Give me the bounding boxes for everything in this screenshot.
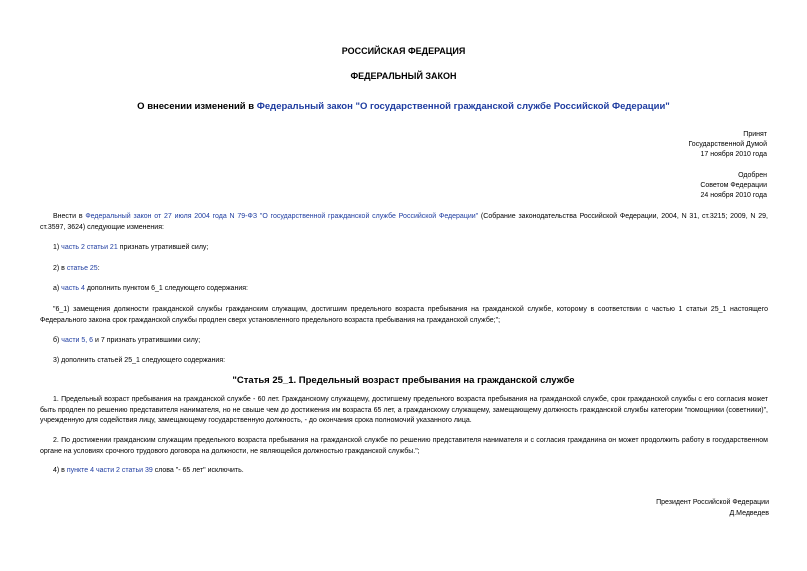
item-2-num: 2) в xyxy=(53,265,67,272)
item-2b-link[interactable]: части 5, 6 xyxy=(61,337,94,344)
signature-name: Д.Медведев xyxy=(729,509,769,517)
adopted-block xyxy=(688,130,767,160)
item-1 xyxy=(40,243,768,254)
quote-6-1: "6_1) замещения должности гражданской службы гражданским служащим, достигшим предельного возраста пребывания на гражданской службе, которому в соответствии с частью 1 статьи 25_1 настоящего Федерального закона срок гражданской службы продлен сверх установленного предельного возраста пребывания на гражданской службе;"; xyxy=(40,306,768,324)
item-1-rest: признать утратившей силу; xyxy=(117,244,209,251)
title-law-link[interactable]: Федеральный закон "О государственной гражданской службе Российской Федерации" xyxy=(256,101,670,112)
item-2a-lead: а) xyxy=(53,285,62,292)
article-title: "Статья 25_1. Предельный возраст пребывания на гражданской службе xyxy=(232,375,575,386)
title-prefix: О внесении изменений в xyxy=(137,101,257,112)
adopted-body: Государственной Думой xyxy=(688,141,767,148)
intro-law-link[interactable]: Федеральный закон от 27 июля 2004 года N 79-ФЗ "О государственной гражданской службе Российской Федерации" xyxy=(85,213,479,220)
item-2 xyxy=(40,264,768,275)
article-paragraph-1: 1. Предельный возраст пребывания на гражданской службе - 60 лет. Гражданскому служащему, достигшему предельного возраста пребывания на гражданской службе, срок гражданской службы с его согласия может быть продлен по решению представителя нанимателя, но не свыше чем до достижения им возраста 65 лет, а гражданскому служащему, замещающему должность гражданской службы категории "помощники (советники)", учрежденную для содействия лицу, замещающему государственную должность, - до окончания срока полномочий указанного лица. xyxy=(40,396,768,424)
item-4 xyxy=(40,466,768,477)
item-2b-lead: б) xyxy=(53,337,62,344)
item-2a xyxy=(40,284,768,295)
intro-rest: (Собрание законодательства Российской Федерации, 2004, N 31, ст.3215; 2009, N 29, ст.3597, 3624) следующие изменения: xyxy=(40,213,769,231)
item-2a-rest: дополнить пунктом 6_1 следующего содержания: xyxy=(84,285,248,292)
item-2b xyxy=(40,336,768,347)
approved-date: 24 ноября 2010 года xyxy=(700,192,767,199)
signature-position: Президент Российской Федерации xyxy=(656,499,769,506)
item-1-link[interactable]: часть 2 статьи 21 xyxy=(61,244,118,251)
approved-label: Одобрен xyxy=(738,172,767,179)
item-2a-link[interactable]: часть 4 xyxy=(61,285,85,292)
intro-lead: Внести в xyxy=(53,213,86,220)
item-4-rest: слова "- 65 лет" исключить. xyxy=(152,467,244,474)
item-1-num: 1) xyxy=(53,244,62,251)
approved-body: Советом Федерации xyxy=(700,182,767,189)
item-4-link[interactable]: пункте 4 части 2 статьи 39 xyxy=(66,467,153,474)
signature-block xyxy=(656,498,769,519)
document-title xyxy=(0,101,807,112)
adopted-date: 17 ноября 2010 года xyxy=(700,151,767,158)
approved-block xyxy=(700,171,767,201)
item-2b-rest: и 7 признать утратившими силу; xyxy=(93,337,201,344)
adopted-label: Принят xyxy=(743,131,767,138)
item-2-rest: : xyxy=(97,265,100,272)
doc-type-heading: ФЕДЕРАЛЬНЫЙ ЗАКОН xyxy=(350,71,457,81)
item-4-num: 4) в xyxy=(53,467,67,474)
item-3: 3) дополнить статьей 25_1 следующего содержания: xyxy=(53,357,226,364)
article-paragraph-2: 2. По достижении гражданским служащим предельного возраста пребывания на гражданской службе по решению представителя нанимателя и с согласия гражданина он может продолжить работу в государственном органе на условиях срочного трудового договора на должности, не являющейся должностью гражданской службы."; xyxy=(40,437,768,455)
intro-paragraph xyxy=(40,212,768,233)
country-heading: РОССИЙСКАЯ ФЕДЕРАЦИЯ xyxy=(341,46,466,56)
item-2-link[interactable]: статье 25 xyxy=(66,265,98,272)
